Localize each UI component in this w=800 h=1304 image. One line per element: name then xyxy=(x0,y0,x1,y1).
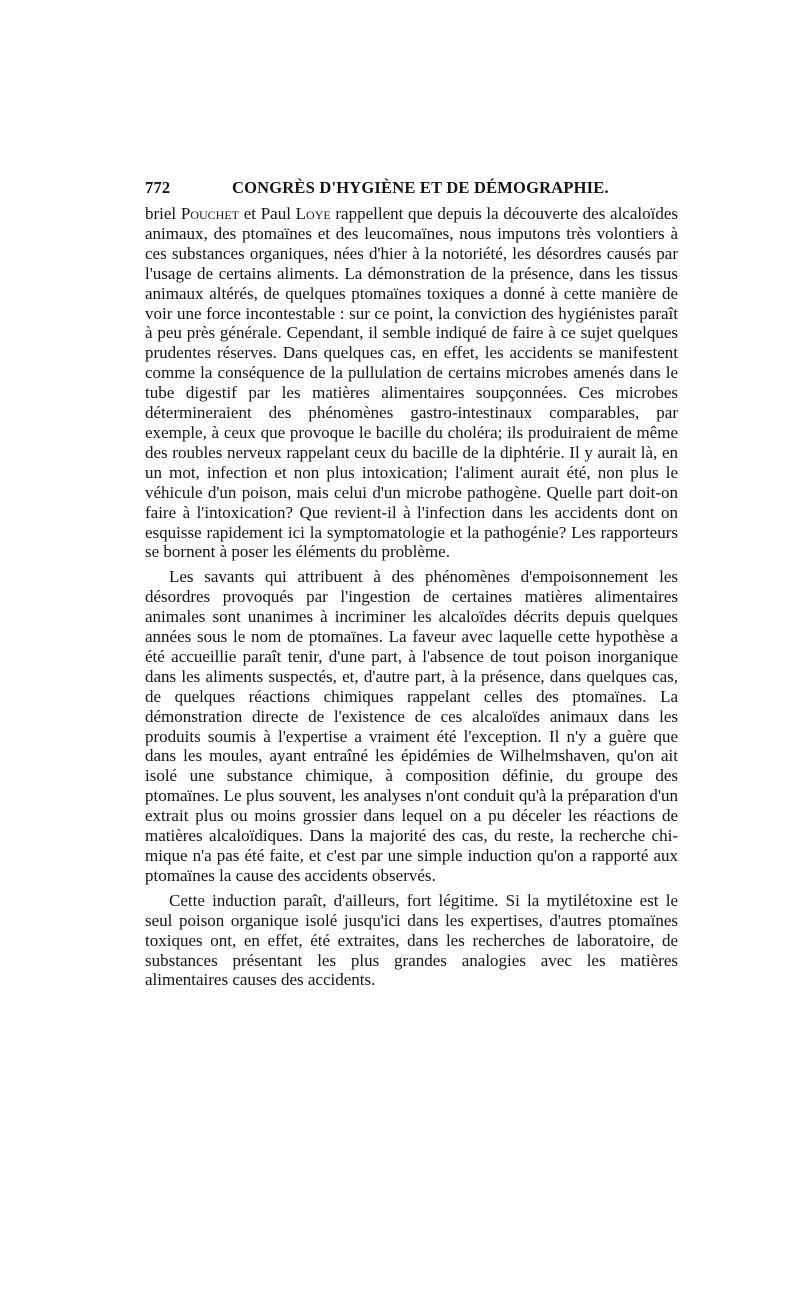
paragraph-1 xyxy=(145,204,678,562)
paragraph-1-text: rappellent que depuis la découverte des alcaloïdes animaux, des ptomaïnes et des leucomaïnes, nous imputons très volontiers à ces substances organiques, nées d'hier à la notoriété, les désordres causés par l'usage de certains aliments. La démonstration de la présence, dans les tissus animaux altérés, de quelques ptomaïnes toxiques a donné à cette manière de voir une force incontestable : sur ce point, la conviction des hygiénistes paraît à peu près générale. Cependant, il semble indiqué de faire à ce sujet quelques prudentes réserves. Dans quelques cas, en effet, les accidents se manifestent comme la conséquence de la pullulation de certains microbes amenés dans le tube digestif par les matières alimentaires soupçonnées. Ces microbes détermineraient des phénomènes gastro-intestinaux comparables, par exemple, à ceux que provoque le bacille du choléra; ils produiraient de même des roubles nerveux rappelant ceux du bacille de la diphtérie. Il y aurait là, en un mot, infection et non plus intoxication; l'aliment aurait été, non plus le véhicule d'un poison, mais celui d'un microbe pathogène. Quelle part doit-on faire à l'intoxication? Que revient-il à l'infection dans les accidents dont on esquisse rapidement ici la symptomatologie et la pathogénie? Les rapporteurs se bornent à poser les éléments du problème. xyxy=(145,204,679,562)
paragraph-1-mid: et Paul xyxy=(239,204,296,223)
paragraph-1-prefix: briel xyxy=(145,204,181,223)
document-page xyxy=(145,178,678,990)
paragraph-3: Cette induction paraît, d'ailleurs, fort légitime. Si la mytilétoxine est le seul poison organique isolé jusqu'ici dans les expertises, d'autres ptomaïnes toxiques ont, en effet, été extraites, dans les recherches de laboratoire, de substances présentant les plus grandes analogies avec les matières alimentaires causes des accidents. xyxy=(145,890,678,990)
author-name-pouchet: Pouchet xyxy=(180,204,239,223)
paragraph-2: Les savants qui attribuent à des phénomènes d'empoisonnement les désordres provoqués par l'ingestion de certaines matières alimentaires animales sont unanimes à incriminer les alcaloïdes décrits depuis quelques années sous le nom de ptomaïnes. La faveur avec laquelle cette hypothèse a été accueillie paraît tenir, d'une part, à l'absence de tout poison inorganique dans les aliments suspectés, et, d'autre part, à la présence, dans quelques cas, de quelques réactions chimiques rappelant celles des ptomaïnes. La démonstration directe de l'existence de ces alcaloïdes animaux dans les produits soumis à l'expertise a vraiment été l'exception. Il n'y a guère que dans les moules, ayant entraîné les épidémies de Wilhelmshaven, qu'on ait isolé une substance chimique, à composition définie, du groupe des ptomaïnes. Le plus souvent, les analyses n'ont conduit qu'à la préparation d'un extrait plus ou moins grossier dans lequel on a pu déceler les réactions de matières alcaloïdiques. Dans la majorité des cas, du reste, la recherche chimique n'a pas été faite, et c'est par une simple induction qu'on a rapporté aux ptomaïnes la cause des accidents observés. xyxy=(145,567,678,885)
running-title: CONGRÈS D'HYGIÈNE ET DE DÉMOGRAPHIE. xyxy=(232,178,609,197)
page-number: 772 xyxy=(145,178,171,197)
body-text xyxy=(145,204,678,990)
running-header xyxy=(145,178,678,204)
author-name-loye: Loye xyxy=(295,204,331,223)
